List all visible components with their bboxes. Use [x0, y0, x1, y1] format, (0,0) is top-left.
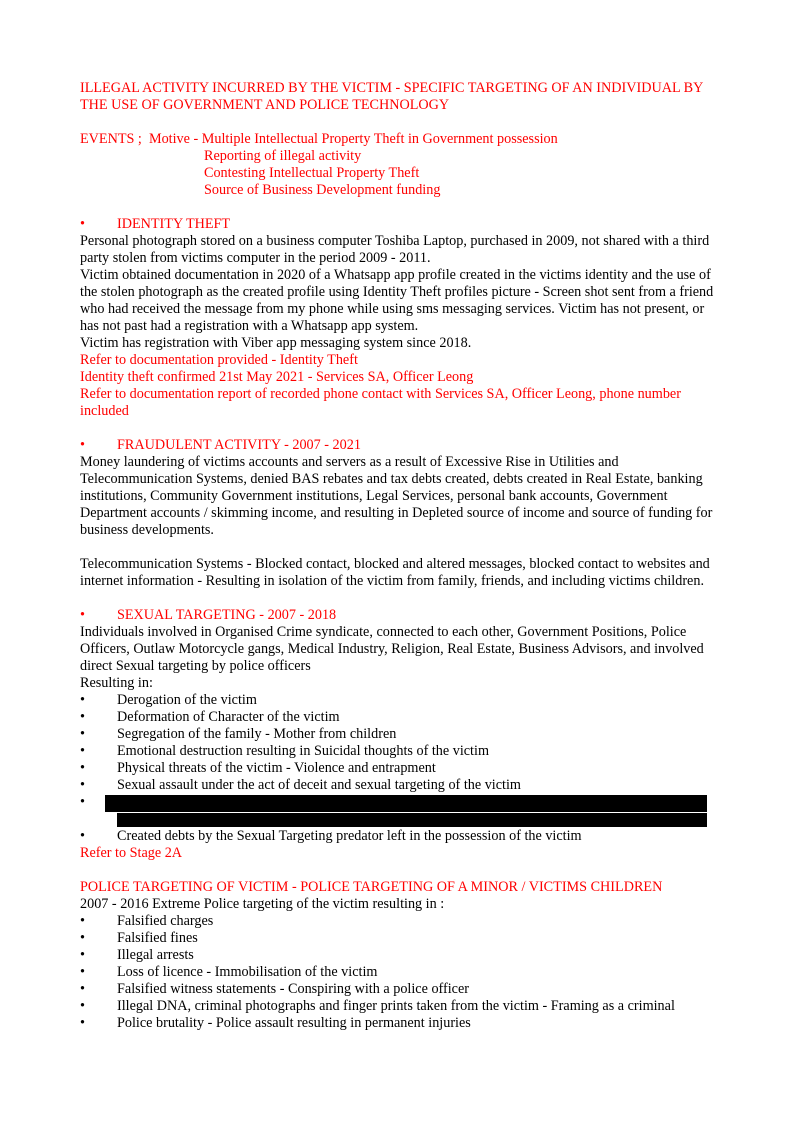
fraud-heading: [80, 437, 720, 454]
bullet: •: [80, 709, 85, 725]
list-item: • Physical threats of the victim - Violence and entrapment: [80, 760, 436, 776]
bullet: •: [80, 607, 85, 623]
bullet: •: [80, 216, 85, 232]
list-item: • Loss of licence - Immobilisation of the victim: [80, 964, 378, 980]
bullet: •: [80, 1015, 85, 1031]
paragraph: Personal photograph stored on a business computer Toshiba Laptop, purchased in 2009, not shared with a third party stolen from victims computer in the period 2009 - 2011.: [80, 233, 710, 266]
bullet: •: [80, 964, 85, 980]
bullet: •: [80, 828, 85, 844]
bullet: •: [80, 794, 85, 810]
motive-item: Reporting of illegal activity: [204, 148, 362, 164]
bullet: •: [80, 726, 85, 742]
bullet: •: [80, 930, 85, 946]
reference-note: Refer to documentation provided - Identity Theft: [80, 352, 358, 368]
list-item: • Illegal arrests: [80, 947, 194, 963]
paragraph: Telecommunication Systems - Blocked contact, blocked and altered messages, blocked contact to websites and internet information - Resulting in isolation of the victim from family, friends, and including victims children.: [80, 556, 710, 589]
identity-theft-heading: [80, 216, 720, 233]
events-section: [80, 131, 720, 199]
reference-note: Identity theft confirmed 21st May 2021 - Services SA, Officer Leong: [80, 369, 474, 385]
reference-note: Refer to documentation report of recorded phone contact with Services SA, Officer Leong, phone number included: [80, 386, 681, 419]
list-item: • Falsified witness statements - Conspiring with a police officer: [80, 981, 469, 997]
list-item: • Created debts by the Sexual Targeting predator left in the possession of the victim: [80, 828, 582, 844]
list-item: • Segregation of the family - Mother from children: [80, 726, 397, 742]
redacted-list-item: [80, 794, 720, 828]
bullet: •: [80, 913, 85, 929]
events-first-line: [80, 131, 720, 148]
section-heading: FRAUDULENT ACTIVITY - 2007 - 2021: [117, 437, 361, 453]
bullet: •: [80, 760, 85, 776]
list-item: • Sexual assault under the act of deceit and sexual targeting of the victim: [80, 777, 521, 793]
paragraph: Victim obtained documentation in 2020 of a Whatsapp app profile created in the victims identity and the use of the stolen photograph as the created profile using Identity Theft profiles picture - Screen shot sent from a friend who had received the message from my phone while using sms messaging services. Victim has not present, or has not past had a registration with a Whatsapp app system.: [80, 267, 714, 334]
section-heading: POLICE TARGETING OF VICTIM - POLICE TARGETING OF A MINOR / VICTIMS CHILDREN: [80, 879, 663, 895]
motive-label: Motive -: [148, 131, 199, 147]
list-item: • Deformation of Character of the victim: [80, 709, 340, 725]
paragraph: Individuals involved in Organised Crime syndicate, connected to each other, Government Positions, Police Officers, Outlaw Motorcycle gangs, Medical Industry, Religion, Real Estate, Business Advisors, and involved direct Sexual targeting by police officers: [80, 624, 704, 674]
reference-note: Refer to Stage 2A: [80, 845, 183, 861]
sexual-targeting-heading: [80, 607, 720, 624]
bullet: •: [80, 777, 85, 793]
list-item: • Falsified fines: [80, 930, 198, 946]
bullet: •: [80, 437, 85, 453]
section-heading: IDENTITY THEFT: [117, 216, 231, 232]
bullet: •: [80, 692, 85, 708]
paragraph: Money laundering of victims accounts and servers as a result of Excessive Rise in Utilities and Telecommunication Systems, denied BAS rebates and tax debts created, debts created in Real Estate, banking institutions, Community Government institutions, Legal Services, personal bank accounts, Government Department accounts / skimming income, and resulting in Depleted source of income and source of funding for business developments.: [80, 454, 713, 538]
paragraph: Victim has registration with Viber app messaging system since 2018.: [80, 335, 472, 351]
bullet: •: [80, 947, 85, 963]
bullet: •: [80, 998, 85, 1014]
document-title: ILLEGAL ACTIVITY INCURRED BY THE VICTIM - SPECIFIC TARGETING OF AN INDIVIDUAL BY THE USE OF GOVERNMENT AND POLICE TECHNOLOGY: [80, 80, 703, 113]
motive-item: Contesting Intellectual Property Theft: [204, 165, 420, 181]
section-heading: SEXUAL TARGETING - 2007 - 2018: [117, 607, 337, 623]
list-item: • Falsified charges: [80, 913, 214, 929]
bullet: •: [80, 981, 85, 997]
list-item: • Emotional destruction resulting in Suicidal thoughts of the victim: [80, 743, 489, 759]
motive-item: Multiple Intellectual Property Theft in Government possession: [201, 131, 558, 147]
resulting-label: Resulting in:: [80, 675, 153, 691]
redaction-bar: [105, 795, 707, 812]
motive-item: Source of Business Development funding: [204, 182, 441, 198]
redaction-bar: [117, 813, 707, 827]
paragraph: 2007 - 2016 Extreme Police targeting of the victim resulting in :: [80, 896, 445, 912]
bullet: •: [80, 743, 85, 759]
list-item: • Police brutality - Police assault resulting in permanent injuries: [80, 1015, 471, 1031]
list-item: • Derogation of the victim: [80, 692, 257, 708]
list-item: • Illegal DNA, criminal photographs and finger prints taken from the victim - Framing as a criminal: [80, 998, 675, 1014]
events-prefix: EVENTS ;: [80, 131, 142, 147]
document-body: [80, 80, 720, 1032]
